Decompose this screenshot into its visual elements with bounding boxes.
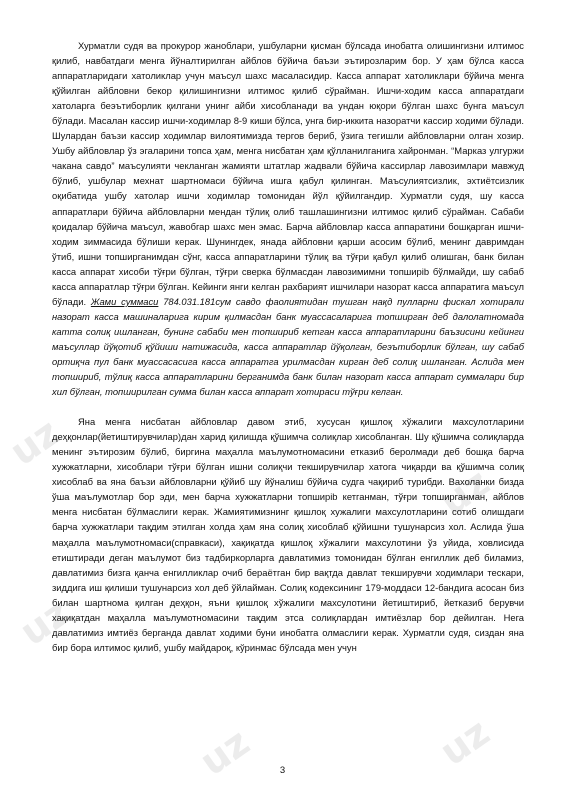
watermark-2: uz — [11, 589, 78, 655]
watermark-5: uz — [431, 709, 498, 775]
paragraph-2-text: Яна менга нисбатан айбловлар давом этиб, хусусан қишлоқ хўжалиги махсулотларини деҳқонлар(йетиштирувчилар)дан харид қилишда қўшимча солиқлар хисобланган. Шу қўшимча солиқларда менинг эътирозим бўлиб, биргина маҳалла маълумотномасини етказиб беролмади деб бошқа барча хужжатларни, хисоблари тўғри бўлган ишни солиқчи текширувчилар хатога чиқарди ва қўшимча солиқ хисоблаб ва яна баъзи айбловларни қўйиб шу йўналиш бўйича судга чақириб турибди. Вахоланки бизда ўша маълумотлар бор эди, мен барча хужжатларни топширib кетганман, тўғри топширганман, айблов менга нисбатан бўлмаслиги керак. Жамиятимизнинг қишлоқ хужалиги махсулотларини сотиб олишдаги барча хужжатлари тақдим этилган холда ҳам яна солиқ хисоблаб қўйишни тушунарсиз хол. Аслида ўша маҳалла маълумотномаси(справкаси), хақиқатда қишлоқ хўжалиги махсулотини ўз уйида, ховлисида етиштиради деган маълумот биз тадбиркорларга давлатимиз томонидан бўлган енгиллик деб биламиз, давлатимиз бизга қанча енгилликлар очиб бераётган бир вақтда давлат текширувчи ходимлари тескари, зиддига иш қилиши тушунарсиз хол деб ўйлайман. Солиқ кодексининг 179-моддаси 12-бандига асосан биз билан шартнома қилган деҳқон, яъни қишлоқ хўжалиги махсулотини йетиштириб, йетказиб берувчи хақиқатдан маҳалла маълумотномасини тақдим этса солиқлардан имтиёзлар бор дейилган. Нега давлатимиз имтиёз берганда давлат ходими буни инобатга олмаслиги керак. Хурматли судя, сиздан яна бир бора илтимос қилиб, ушбу майдароқ, кўринмас бўлсада мен учун — [52, 416, 524, 653]
total-amount-label: Жами суммаси — [90, 295, 159, 307]
watermark-4: uz — [191, 719, 258, 785]
paragraph-2 — [52, 414, 524, 655]
watermark-3: uz — [431, 459, 498, 525]
page-number: 3 — [279, 765, 286, 776]
watermark-1: uz — [1, 409, 68, 475]
document-body — [52, 38, 524, 655]
paragraph-1-text: Хурматли судя ва прокурор жаноблари, ушбуларни қисман бўлсада инобатга олишингизни илтимос қилиб, навбатдаги менга йўналтирилган айблов бўйича баъзи эътирозларим бор. У ҳам бўлса касса аппаратларидаги хатоликлар учун маъсул шахс масаласидир. Касса аппарат хатоликлари бўйича менга қўйилган айбловни бекор қилишингизни илтимос қилиб сўрайман. Ишчи-ходим касса аппаратдаги хатоларга беэътиборлик қилгани унинг айби хисобланади ва ундан юқори бўлган шахс бунга маъсул бўлади. Масалан кассир ишчи-ходимлар 8-9 киши бўлса, унга бир-иккита назоратчи кассир ходими бўлади. Шулардан баъзи кассир ходимлар вилоятимизда тергов бериб, ўзига тегишли айбловларни олган хозир. Ушбу айбловлар ўз эгаларини топса ҳам, менга нисбатан ҳам қўлланилганига хайронман. “Марказ улгуржи чакана савдо” маъсулияти чекланган жамияти штатлар жадвали бўйича кассирлар лавозимлари мавжуд бўлиб, ушбулар мехнат шартномаси бўйича ишга қабул қилинган. Маъсулиятсизлик, эхтиётсизлик оқибатида ушбу хатолар ишчи ходимлар томонидан йўл қўйилгандир. Хурматли судя, шу касса аппаратлари бўйича айбловларни мендан тўлиқ олиб ташлашингизни илтимос қилиб сўрайман. Сабаби қоидалар бўйича маъсул, жавобгар шахс мен эмас. Барча айбловлар касса аппаратини бошқарган ишчи-ходим зиммасида бўлиши керак. Шунингдек, янада айбловни қарши асосим бўлиб, менинг давримдан ўтиб, ишни топширганимдан сўнг, касса аппаратларини тўлиқ ва тўғри қабул қилиб олишган, банк билан касса аппарат хисоби тўғри бўлган, тўғри сверка бўлмасдан лавозимимни топширib бўлмайди, шу сабаб касса аппаратлар тўғри бўлган. Кейинги янги келган рахбарият ишчилари назорат касса аппаратига маъсул бўлади. — [52, 40, 524, 307]
paragraph-1-italic-text: 784.031.181сум савдо фаолиятидан тушган нақд пулларни фискал хотирали назорат касса машиналарига кирим қилмасдан банк муассасаларига топширган деб далолатномада катта солиқ ишланган, бунинг сабаби мен топшириб кетган касса аппаратларини баъзисини кейинги маъсуллар йўқотиб қўйиши натижасида, касса аппаратлар йўқолган, беэътиборлик бўлган, шу сабаб ортиқча пул банк муассасасига касса аппаратга урилмасдан кирган деб солиқ ишланган. Аслида мен топшириб, тўлиқ касса аппаратларини берганимда банк билан назорат касса аппарат суммалари бир хил бўлган, топширилган сумма билан касса аппарат хотираси тўғри келган. — [52, 295, 525, 398]
paragraph-1 — [52, 38, 524, 399]
